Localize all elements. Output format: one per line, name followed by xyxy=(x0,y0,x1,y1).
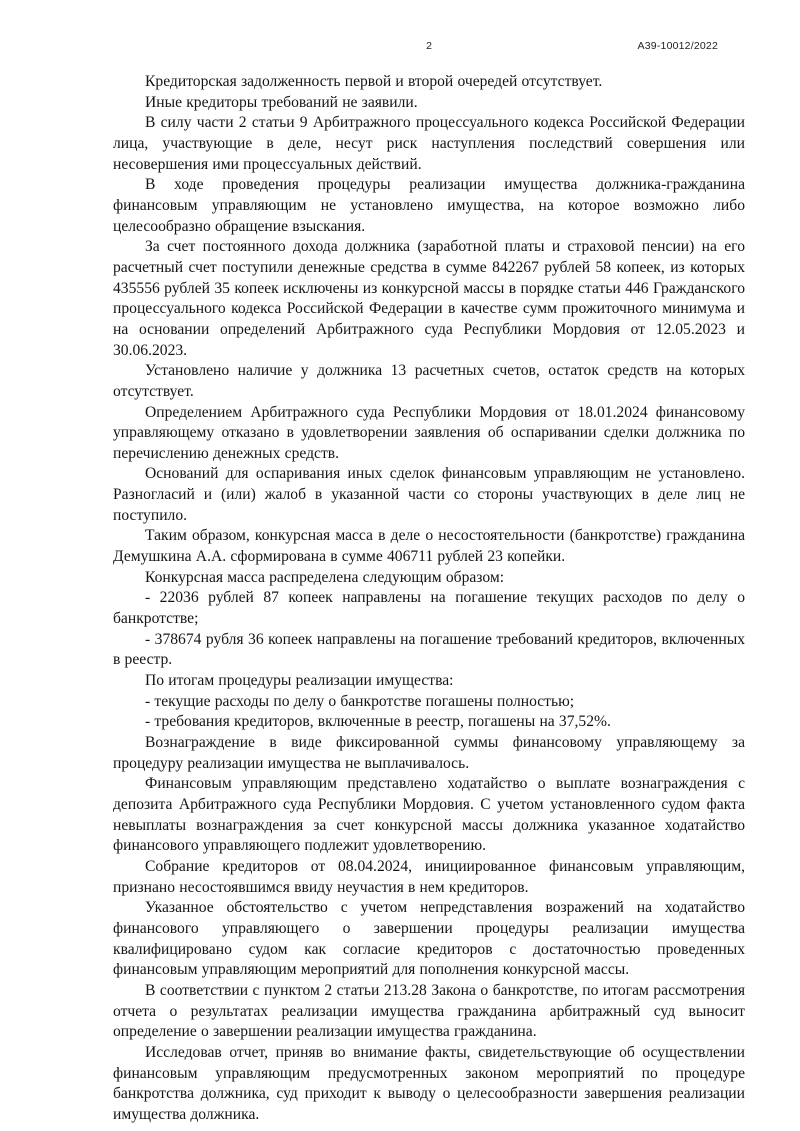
paragraph: Исследовав отчет, приняв во внимание факты, свидетельствующие об осуществлении финансовым управляющим предусмотренных законом мероприятий по процедуре банкротства должника, суд приходит к выводу о целесообразности завершения реализации имущества должника. xyxy=(113,1043,745,1123)
paragraph: Конкурсная масса распределена следующим образом: xyxy=(145,568,505,586)
paragraph: В ходе проведения процедуры реализации имущества должника-гражданина финансовым управляющим не установлено имущества, на которое возможно либо целесообразно обращение взыскания. xyxy=(113,176,745,235)
paragraph: В силу части 2 статьи 9 Арбитражного процессуального кодекса Российской Федерации лица, участвующие в деле, несут риск наступления последствий совершения или несовершения ими процессуальных действий. xyxy=(113,114,745,173)
paragraph: Таким образом, конкурсная масса в деле о несостоятельности (банкротстве) гражданина Демушкина А.А. сформирована в сумме 406711 рублей 23 копейки. xyxy=(113,527,745,566)
paragraph: Финансовым управляющим представлено ходатайство о выплате вознаграждения с депозита Арбитражного суда Республики Мордовия. С учетом установленного судом факта невыплаты вознаграждения за счет конкурсной массы должника указанное ходатайство финансового управляющего подлежит удовлетворению. xyxy=(113,775,745,855)
paragraph: Определением Арбитражного суда Республики Мордовия от 18.01.2024 финансовому управляющему отказано в удовлетворении заявления об оспаривании сделки должника по перечислению денежных средств. xyxy=(113,403,745,462)
page-number: 2 xyxy=(426,40,432,52)
paragraph: Кредиторская задолженность первой и второй очередей отсутствует. xyxy=(145,73,603,90)
paragraph: За счет постоянного дохода должника (заработной платы и страховой пенсии) на его расчетный счет поступили денежные средства в сумме 842267 рублей 58 копеек, из которых 435556 рублей 35 копеек исключены из конкурсной массы в порядке статьи 446 Гражданского процессуального кодекса Российской Федерации в качестве сумм прожиточного минимума и на основании определений Арбитражного суда Республики Мордовия от 12.05.2023 и 30.06.2023. xyxy=(113,238,745,359)
case-number: А39-10012/2022 xyxy=(637,40,718,52)
paragraph: Собрание кредиторов от 08.04.2024, инициированное финансовым управляющим, признано несостоявшимся ввиду неучастия в нем кредиторов. xyxy=(113,857,745,896)
paragraph-list-item: - 378674 рубля 36 копеек направлены на погашение требований кредиторов, включенных в реестр. xyxy=(113,630,745,669)
paragraph: Иные кредиторы требований не заявили. xyxy=(145,93,418,111)
paragraph-list-item: - требования кредиторов, включенные в реестр, погашены на 37,52%. xyxy=(145,713,611,731)
paragraph: Вознаграждение в виде фиксированной суммы финансовому управляющему за процедуру реализации имущества не выплачивалось. xyxy=(113,734,745,772)
paragraph: В соответствии с пунктом 2 статьи 213.28 Закона о банкротстве, по итогам рассмотрения отчета о результатах реализации имущества гражданина арбитражный суд выносит определение о завершении реализации имущества гражданина. xyxy=(113,981,745,1041)
paragraph: Оснований для оспаривания иных сделок финансовым управляющим не установлено. Разногласий и (или) жалоб в указанной части со стороны участвующих в деле лиц не поступило. xyxy=(113,465,745,524)
document-body xyxy=(113,72,745,1125)
paragraph: Установлено наличие у должника 13 расчетных счетов, остаток средств на которых отсутствует. xyxy=(113,362,745,400)
page-header xyxy=(0,40,800,54)
paragraph: Указанное обстоятельство с учетом непредставления возражений на ходатайство финансового управляющего о завершении процедуры реализации имущества квалифицировано судом как согласие кредиторов с достаточностью проведенных финансовым управляющим мероприятий для пополнения конкурсной массы. xyxy=(113,899,745,979)
paragraph-list-item: - текущие расходы по делу о банкротстве погашены полностью; xyxy=(145,692,575,710)
paragraph-list-item: - 22036 рублей 87 копеек направлены на погашение текущих расходов по делу о банкротстве; xyxy=(113,589,745,628)
paragraph: По итогам процедуры реализации имущества: xyxy=(145,672,454,690)
